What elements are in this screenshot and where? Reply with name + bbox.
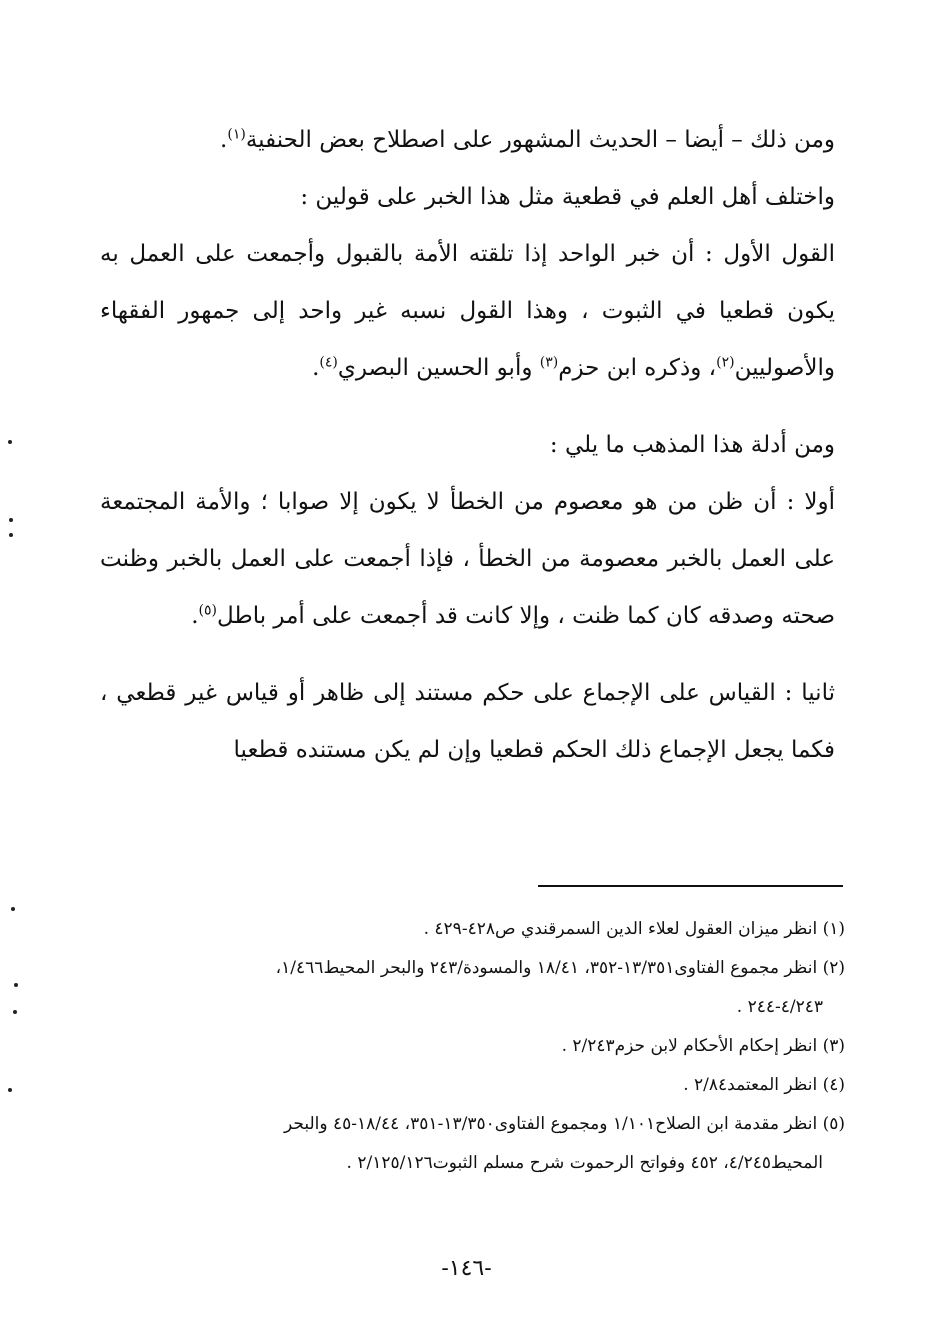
footnote-marker-3: (٣) <box>539 354 559 371</box>
footnote-1: (١) انظر ميزان العقول لعلاء الدين السمرقندي ص٤٢٨-٤٢٩ . <box>423 919 845 939</box>
scan-speck <box>14 983 18 987</box>
paragraph-hanafi-hadith: ومن ذلك – أيضا – الحديث المشهور على اصطلاح بعض الحنفية$^{(١)}$. <box>220 126 835 153</box>
footnote-2: (٢) انظر مجموع الفتاوى١٣/٣٥١-٣٥٢، ١٨/٤١ والمسودة/٢٤٣ والبحر المحيط١/٤٦٦، <box>275 958 845 978</box>
footnote-3: (٣) انظر إحكام الأحكام لابن حزم٢/٢٤٣ . <box>561 1036 845 1056</box>
footnotes <box>100 910 845 1183</box>
footnote-marker-1: (١) <box>227 126 246 143</box>
scan-speck <box>9 518 13 522</box>
paragraph-first-opinion: القول الأول : أن خبر الواحد إذا تلقته الأمة بالقبول وأجمعت على العمل به يكون قطعيا في الثبوت ، وهذا القول نسبه غير واحد إلى جمهور الفقهاء والأصوليين$^{(٢)}$، وذكره ابن حزم$^{(٣)}$ وأبو الحسين البصري$^{(٤)}$. <box>100 241 835 381</box>
footnote-separator <box>538 885 843 887</box>
scan-speck <box>9 533 13 537</box>
footnote-2-continued: ٤/٢٤٣-٢٤٤ . <box>736 997 823 1017</box>
footnote-marker-2: (٢) <box>716 354 735 371</box>
paragraph-second-evidence: ثانيا : القياس على الإجماع على حكم مستند إلى ظاهر أو قياس غير قطعي ، فكما يجعل الإجماع ذلك الحكم قطعيا وإن لم يكن مستنده قطعيا <box>100 680 835 763</box>
scan-speck <box>11 907 15 911</box>
page-number: -١٤٦- <box>441 1256 492 1281</box>
footnote-5-continued: المحيط٤/٢٤٥، ٤٥٢ وفواتح الرحموت شرح مسلم الثبوت٢/١٢٥/١٢٦ . <box>346 1153 823 1173</box>
scan-speck <box>13 1010 17 1014</box>
footnote-marker-4: (٤) <box>319 354 338 371</box>
scan-speck <box>8 1088 12 1092</box>
footnote-marker-5: (٥) <box>198 602 217 619</box>
scan-speck <box>8 440 12 444</box>
paragraph-evidence-intro: ومن أدلة هذا المذهب ما يلي : <box>549 432 835 458</box>
paragraph-disagreement: واختلف أهل العلم في قطعية مثل هذا الخبر على قولين : <box>300 184 835 210</box>
main-text <box>100 112 835 779</box>
footnote-5: (٥) انظر مقدمة ابن الصلاح١/١٠١ ومجموع الفتاوى١٣/٣٥٠-٣٥١، ١٨/٤٤-٤٥ والبحر <box>284 1114 845 1134</box>
paragraph-first-evidence: أولا : أن ظن من هو معصوم من الخطأ لا يكون إلا صوابا ؛ والأمة المجتمعة على العمل بالخبر معصومة من الخطأ ، فإذا أجمعت على العمل بالخبر وظنت صحته وصدقه كان كما ظنت ، وإلا كانت قد أجمعت على أمر باطل$^{(٥)}$. <box>100 489 835 629</box>
footnote-4: (٤) انظر المعتمد٢/٨٤ . <box>683 1075 845 1095</box>
